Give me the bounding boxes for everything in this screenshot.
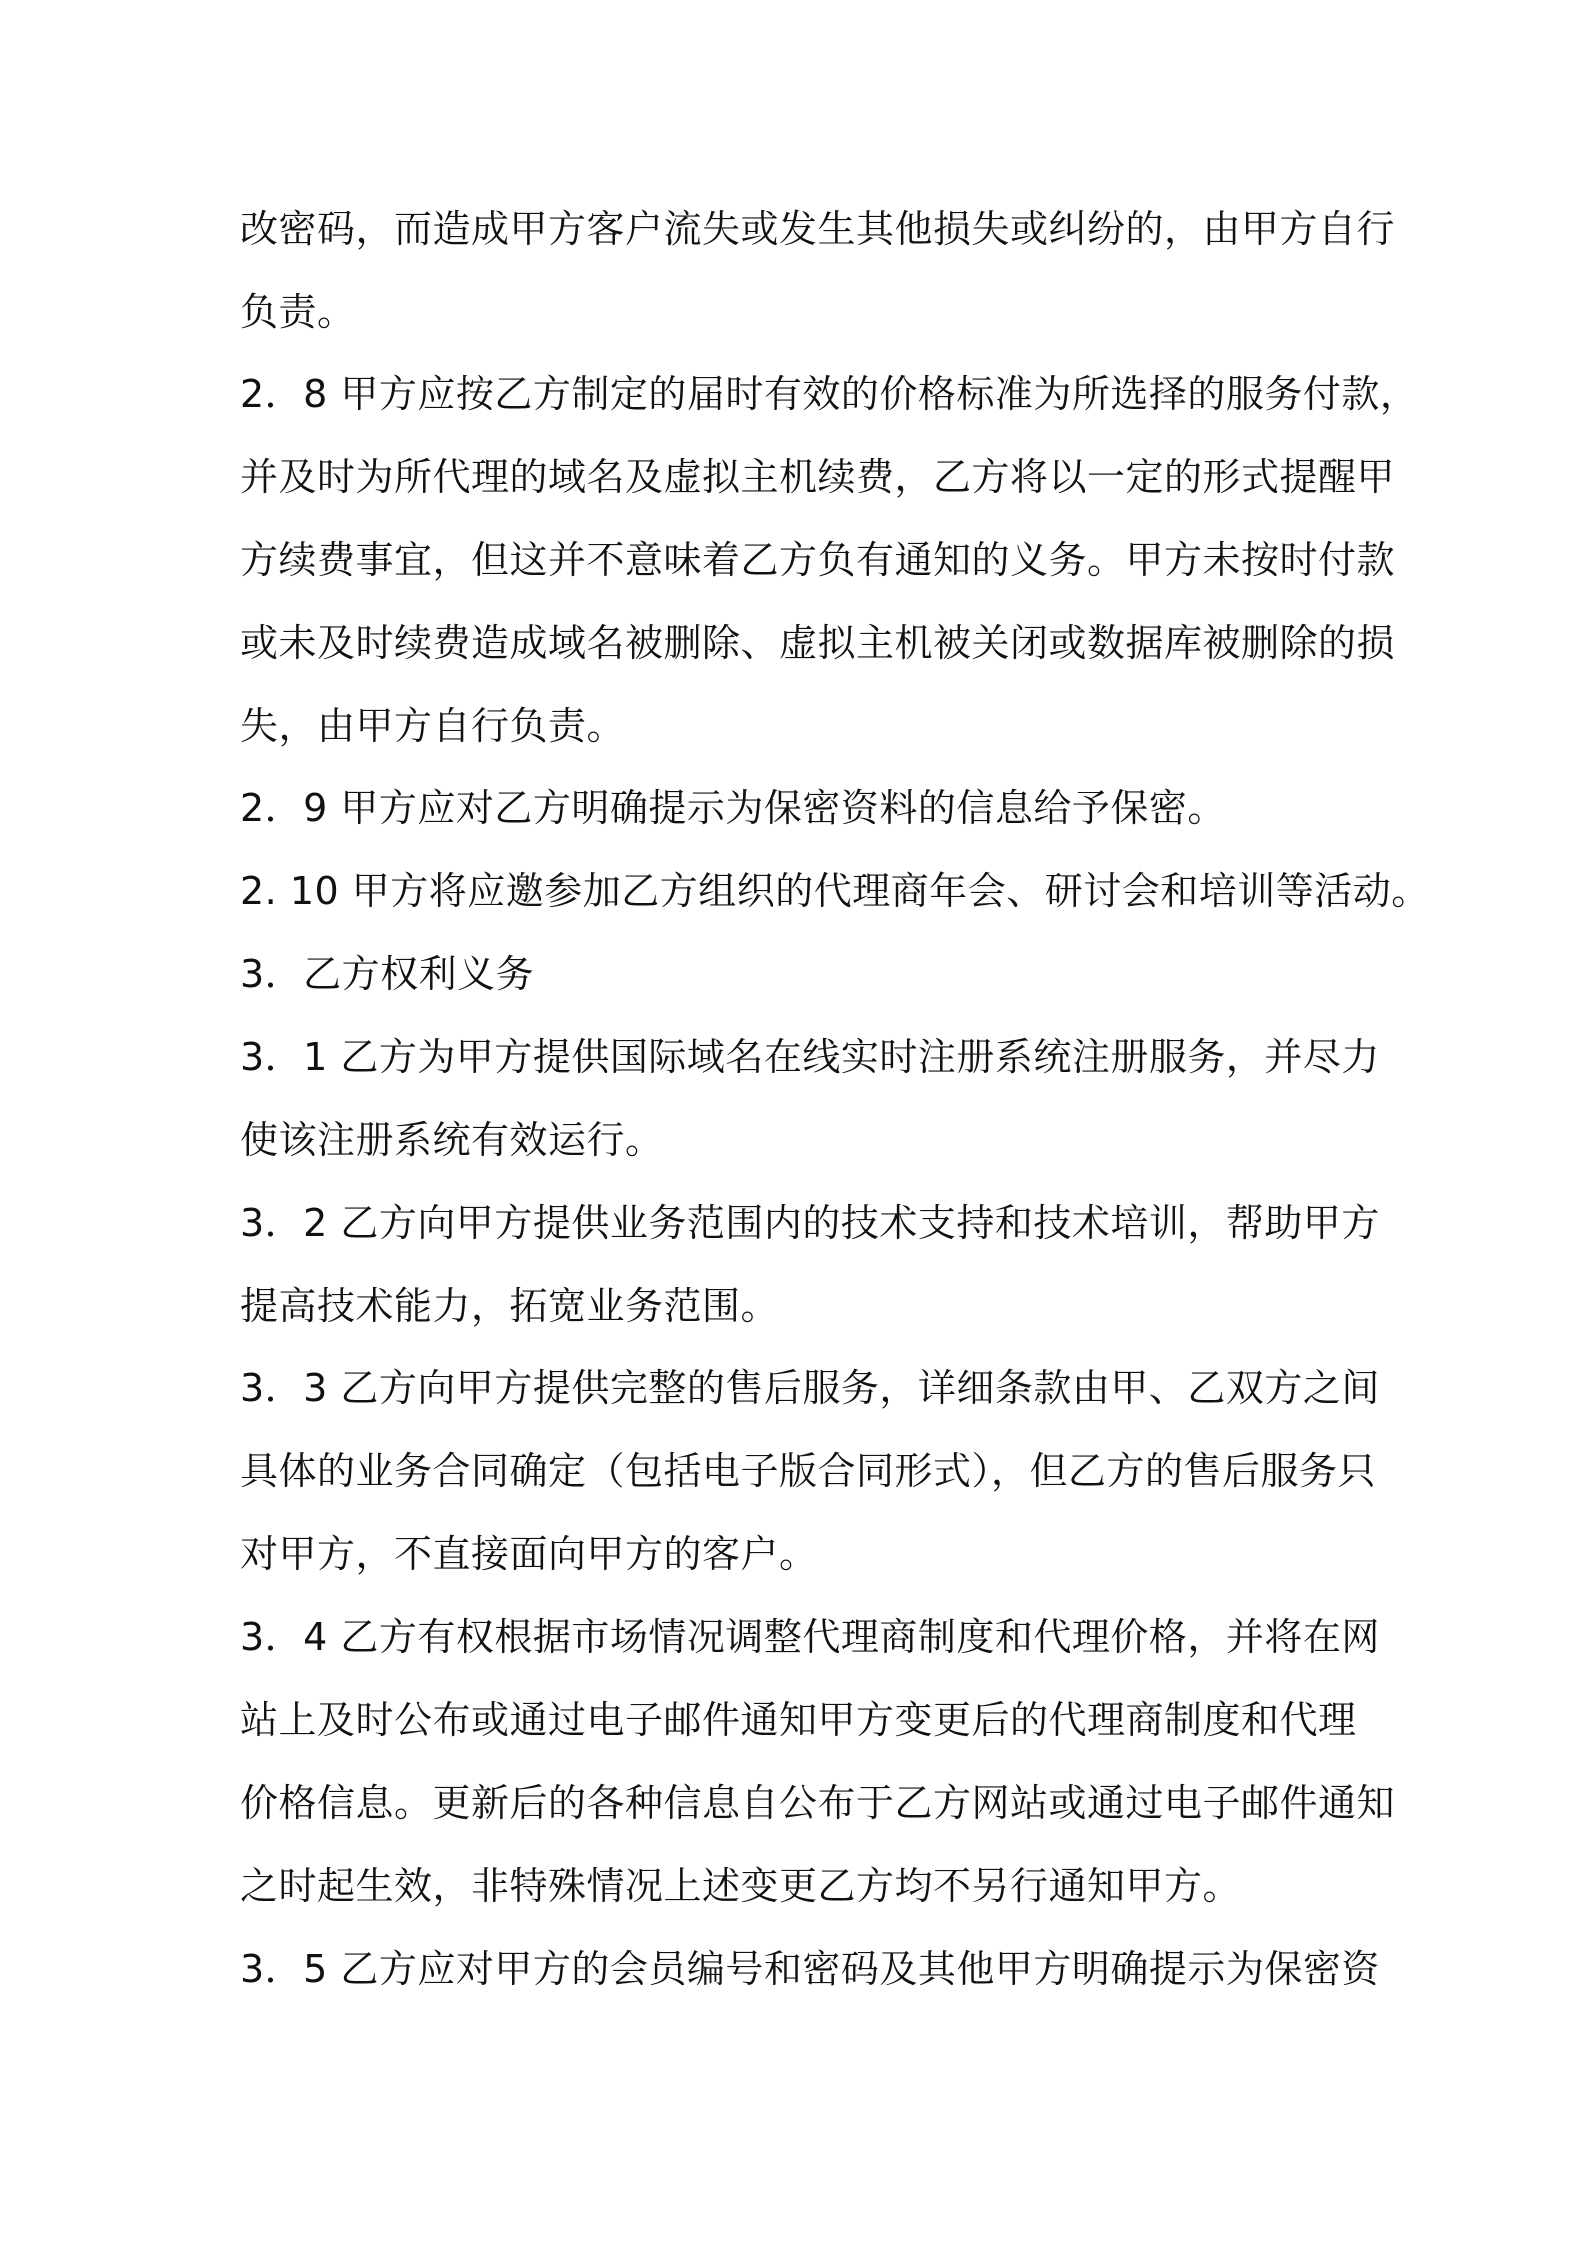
text-line: 提高技术能力，拓宽业务范围。 [240, 1284, 780, 1328]
text-line: 2．9 甲方应对乙方明确提示为保密资料的信息给予保密。 [240, 786, 1226, 830]
text-line: 3．3 乙方向甲方提供完整的售后服务，详细条款由甲、乙双方之间 [240, 1366, 1380, 1410]
text-line: 之时起生效，非特殊情况上述变更乙方均不另行通知甲方。 [240, 1864, 1242, 1908]
text-line: 方续费事宜，但这并不意味着乙方负有通知的义务。甲方未按时付款 [240, 538, 1396, 582]
section-heading: 3．乙方权利义务 [240, 952, 535, 996]
text-line: 使该注册系统有效运行。 [240, 1118, 664, 1162]
text-line: 2．8 甲方应按乙方制定的届时有效的价格标准为所选择的服务付款， [240, 372, 1419, 416]
text-line: 负责。 [240, 290, 356, 334]
text-line: 或未及时续费造成域名被删除、虚拟主机被关闭或数据库被删除的损 [240, 621, 1396, 665]
text-line: 2. 10 甲方将应邀参加乙方组织的代理商年会、研讨会和培训等活动。 [240, 869, 1430, 913]
text-line: 3．5 乙方应对甲方的会员编号和密码及其他甲方明确提示为保密资 [240, 1947, 1380, 1991]
text-line: 3．1 乙方为甲方提供国际域名在线实时注册系统注册服务，并尽力 [240, 1035, 1380, 1079]
text-line: 并及时为所代理的域名及虚拟主机续费，乙方将以一定的形式提醒甲 [240, 455, 1396, 499]
text-line: 失，由甲方自行负责。 [240, 704, 626, 748]
text-line: 站上及时公布或通过电子邮件通知甲方变更后的代理商制度和代理 [240, 1698, 1357, 1742]
text-line: 具体的业务合同确定（包括电子版合同形式），但乙方的售后服务只 [240, 1449, 1377, 1493]
text-line: 3．2 乙方向甲方提供业务范围内的技术支持和技术培训，帮助甲方 [240, 1201, 1380, 1245]
text-line: 价格信息。更新后的各种信息自公布于乙方网站或通过电子邮件通知 [240, 1781, 1396, 1825]
text-line: 改密码，而造成甲方客户流失或发生其他损失或纠纷的，由甲方自行 [240, 207, 1396, 251]
text-line: 3．4 乙方有权根据市场情况调整代理商制度和代理价格，并将在网 [240, 1615, 1380, 1659]
text-line: 对甲方，不直接面向甲方的客户。 [240, 1532, 818, 1576]
